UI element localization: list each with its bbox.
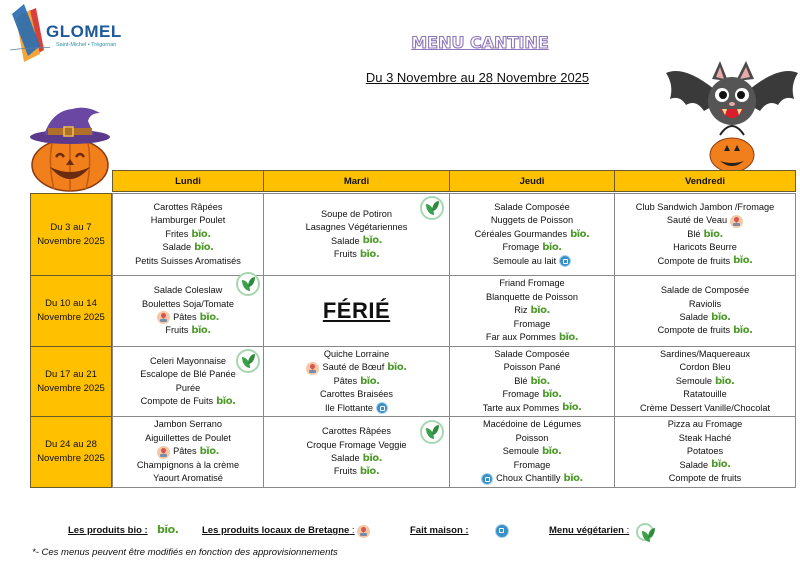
menu-item (494, 201, 570, 214)
menu-item (683, 388, 726, 401)
homemade-icon (376, 402, 388, 414)
bio-icon: bĭo . (564, 474, 583, 484)
menu-item-text: Salade de Composée (660, 285, 750, 296)
menu-item-text: Pâtes (333, 375, 358, 386)
local-product-icon (306, 362, 319, 375)
menu-item (154, 284, 222, 297)
menu-item-text: Salade Coleslaw (153, 285, 223, 296)
menu-item-text: Céréales Gourmandes (474, 228, 568, 239)
bio-icon: bĭo . (363, 454, 382, 464)
bio-icon: bĭo . (200, 313, 219, 323)
menu-item (514, 459, 551, 472)
menu-item (142, 298, 234, 311)
holiday-label: FÉRIÉ (322, 298, 391, 324)
bio-icon: bĭo . (711, 313, 730, 323)
legend-bio-label: Les produits bio : (68, 525, 148, 536)
menu-item (306, 439, 406, 452)
menu-cell-vendredi (614, 416, 796, 488)
menu-cell-vendredi (614, 346, 796, 417)
bio-icon: bĭo . (542, 390, 561, 400)
logo-subtitle: Saint-Michel • Trégornan (56, 42, 117, 48)
menu-item-text: Purée (175, 382, 201, 393)
menu-item-text: Haricots Beurre (673, 242, 737, 253)
menu-item (668, 418, 743, 431)
menu-item (680, 311, 731, 324)
legend-local-colon: : (349, 525, 355, 536)
menu-cell-jeudi (449, 193, 615, 276)
bio-icon: bĭo . (704, 230, 723, 240)
legend-local-label (202, 525, 355, 536)
bio-icon: bĭo . (531, 377, 550, 387)
menu-item-text: Fromage (513, 318, 551, 329)
menu-item-text: Compote de fruits (657, 325, 731, 336)
menu-item-text: Compote de fruits (657, 255, 731, 266)
bio-icon: bĭo . (360, 467, 379, 477)
menu-item (322, 425, 391, 438)
menu-item-text: Blé (514, 375, 528, 386)
menu-item (687, 445, 723, 458)
menu-item (140, 368, 236, 381)
menu-item (331, 452, 382, 465)
homemade-icon (559, 255, 571, 267)
menu-item-text: Yaourt Aromatisé (153, 473, 223, 484)
menu-item-text: Cordon Bleu (679, 362, 731, 373)
menu-item (503, 445, 562, 458)
menu-item (157, 445, 219, 458)
menu-item-text: Sardines/Maquereaux (660, 348, 750, 359)
menu-item (502, 388, 561, 401)
menu-item-text: Ratatouille (683, 389, 727, 400)
legend-veg-colon: : (623, 525, 630, 536)
menu-item-text: Macédoine de Légumes (482, 419, 582, 430)
menu-item (486, 331, 578, 344)
menu-item (667, 214, 743, 227)
bio-icon: bĭo . (570, 230, 589, 240)
menu-item-text: Potatoes (686, 446, 724, 457)
menu-item-text: Steak Haché (678, 432, 732, 443)
menu-item (151, 214, 226, 227)
menu-item (154, 418, 222, 431)
local-product-icon (157, 446, 170, 459)
local-product-icon (730, 215, 743, 228)
menu-item (306, 361, 406, 374)
menu-item-text: Poisson (515, 432, 549, 443)
week-label: Du 17 au 21 Novembre 2025 (30, 346, 112, 417)
logo-name: GLOMEL (46, 22, 122, 41)
menu-cell-lundi (112, 193, 264, 276)
vegetarian-icon (420, 420, 444, 444)
menu-item-text: Raviolis (688, 298, 722, 309)
menu-item (325, 402, 388, 415)
menu-item-text: Fromage (502, 389, 540, 400)
legend-maison-label: Fait maison : (410, 525, 469, 536)
bio-icon: bĭo . (542, 243, 561, 253)
menu-item-text: Pâtes (173, 446, 197, 457)
menu-item-text: Lasagnes Végétariennes (305, 222, 408, 233)
menu-item (165, 228, 210, 241)
menu-item-text: Blé (687, 228, 701, 239)
menu-cell-jeudi (449, 416, 615, 488)
day-header-lundi: Lundi (112, 170, 264, 192)
menu-item-text: Ile Flottante (324, 402, 373, 413)
menu-item (680, 459, 731, 472)
menu-item (321, 208, 392, 221)
menu-item-text: Salade (162, 242, 192, 253)
vegetarian-icon (236, 272, 260, 296)
menu-item-text: Celeri Mayonnaise (149, 355, 227, 366)
legend-veg-label (549, 525, 629, 536)
menu-item (679, 361, 730, 374)
menu-item (499, 277, 564, 290)
menu-item-text: Club Sandwich Jambon /Fromage (635, 201, 775, 212)
week-label: Du 10 au 14 Novembre 2025 (30, 275, 112, 347)
date-range: Du 3 Novembre au 28 Novembre 2025 (365, 70, 590, 85)
local-product-icon (157, 311, 170, 324)
menu-item-text: Salade (331, 235, 360, 246)
menu-item-text: Riz (514, 305, 528, 316)
bio-icon: bĭo . (542, 447, 561, 457)
menu-item-text: Soupe de Potiron (320, 208, 392, 219)
menu-item-text: Sauté de Bœuf (322, 362, 385, 373)
bio-icon: bĭo . (715, 377, 734, 387)
menu-item (658, 324, 753, 337)
menu-item-text: Fromage (502, 242, 540, 253)
menu-item (516, 432, 549, 445)
menu-item-text: Carottes Râpées (322, 426, 391, 437)
menu-item (673, 241, 737, 254)
menu-item (137, 459, 239, 472)
menu-item-text: Semoule au lait (492, 255, 557, 266)
menu-item-text: Compote de Fuits (140, 395, 214, 406)
menu-item (334, 248, 379, 261)
menu-item-text: Tarte aux Pommes (482, 402, 560, 413)
menu-item (163, 241, 214, 254)
footnote: *- Ces menus peuvent être modifiés en fonction des approvisionnements (32, 547, 338, 558)
menu-item-text: Fruits (165, 325, 189, 336)
menu-item-text: Semoule (675, 375, 712, 386)
menu-item (475, 228, 590, 241)
menu-item (514, 304, 550, 317)
bio-icon: bĭo . (360, 377, 379, 387)
bio-icon: bĭo . (711, 460, 730, 470)
menu-item (504, 361, 561, 374)
menu-item (306, 221, 408, 234)
homemade-icon (495, 524, 509, 538)
menu-item (669, 472, 742, 485)
menu-item (334, 375, 380, 388)
menu-cell-mardi (263, 346, 450, 417)
menu-item (331, 235, 382, 248)
menu-item-text: Poisson Pané (503, 362, 561, 373)
menu-item (494, 348, 570, 361)
bio-icon: bĭo . (216, 397, 235, 407)
menu-cell-mardi (263, 275, 450, 347)
menu-item-text: Fruits (333, 466, 357, 477)
menu-item (141, 395, 236, 408)
menu-item-text: Semoule (502, 446, 539, 457)
menu-item (481, 472, 583, 485)
menu-item-text: Pizza au Fromage (667, 419, 743, 430)
menu-item-text: Carottes Braisées (319, 389, 394, 400)
page-title: MENU CANTINE (411, 33, 549, 52)
menu-item (324, 348, 389, 361)
menu-item (157, 311, 219, 324)
menu-cell-jeudi (449, 346, 615, 417)
menu-item-text: Friand Fromage (499, 278, 565, 289)
day-header-mardi: Mardi (263, 170, 450, 192)
vegetarian-icon (420, 196, 444, 220)
menu-cell-vendredi (614, 193, 796, 276)
bio-icon: bĭo . (200, 447, 219, 457)
menu-item-text: Petits Suisses Aromatisés (135, 255, 241, 266)
homemade-icon (481, 473, 493, 485)
menu-item-text: Choux Chantilly (496, 473, 561, 484)
menu-item-text: Champignons à la crème (136, 459, 240, 470)
menu-item (334, 465, 379, 478)
bio-icon: bĭo . (387, 363, 406, 373)
menu-item-text: Frites (165, 228, 189, 239)
menu-item (661, 284, 749, 297)
vegetarian-icon (636, 523, 654, 541)
menu-item-text: Salade (679, 459, 709, 470)
menu-item (135, 255, 241, 268)
bio-icon: bĭo . (360, 250, 379, 260)
menu-cell-jeudi (449, 275, 615, 347)
menu-item-text: Sauté de Veau (666, 215, 728, 226)
menu-item (491, 214, 573, 227)
menu-item (483, 418, 581, 431)
menu-item (483, 402, 582, 415)
menu-item-text: Fruits (333, 248, 357, 259)
menu-item-text: Nuggets de Poisson (490, 215, 574, 226)
bio-icon: bĭo . (191, 230, 210, 240)
menu-item (640, 402, 770, 415)
bio-icon: bĭo . (191, 326, 210, 336)
menu-cell-vendredi (614, 275, 796, 347)
legend-local-text: Les produits locaux de Bretagne (202, 525, 350, 536)
vegetarian-icon (236, 349, 260, 373)
menu-item-text: Fromage (513, 459, 551, 470)
menu-item-text: Aiguillettes de Poulet (145, 432, 231, 443)
menu-item (687, 228, 723, 241)
menu-item-text: Carottes Râpées (153, 201, 223, 212)
bio-icon: bĭo . (733, 256, 752, 266)
halloween-pumpkin-witch-hat-icon (28, 101, 112, 193)
bio-icon: bĭo . (194, 243, 213, 253)
local-product-icon (357, 525, 370, 538)
menu-item (679, 432, 732, 445)
legend-veg-text: Menu végétarien (549, 525, 624, 536)
menu-item (486, 291, 578, 304)
bio-icon: bĭo . (157, 525, 178, 535)
menu-cell-lundi (112, 416, 264, 488)
day-header-jeudi: Jeudi (449, 170, 615, 192)
menu-item-text: Salade (331, 453, 360, 463)
menu-item-text: Salade Composée (494, 201, 570, 212)
bio-icon: bĭo . (562, 403, 581, 413)
menu-item (636, 201, 774, 214)
menu-item-text: Blanquette de Poisson (486, 291, 578, 302)
menu-item-text: Croque Fromage Veggie (306, 439, 407, 450)
day-header-vendredi: Vendredi (614, 170, 796, 192)
menu-item (689, 298, 721, 311)
menu-item-text: Hamburger Poulet (150, 215, 226, 226)
menu-item-text: Salade (679, 312, 709, 322)
menu-item-text: Salade Composée (494, 348, 570, 359)
menu-item-text: Crème Dessert Vanille/Chocolat (639, 402, 771, 413)
menu-item (514, 318, 551, 331)
menu-item-text: Boulettes Soja/Tomate (142, 298, 234, 309)
menu-item (145, 432, 231, 445)
menu-item-text: Compote de fruits (668, 473, 742, 484)
menu-item (676, 375, 735, 388)
menu-item-text: Far aux Pommes (485, 332, 556, 343)
menu-item (660, 348, 750, 361)
menu-item (493, 255, 571, 268)
menu-item-text: Jambon Serrano (154, 419, 222, 430)
menu-item (153, 472, 223, 485)
menu-item-text: Escalope de Blé Panée (140, 369, 236, 380)
week-label: Du 24 au 28 Novembre 2025 (30, 416, 112, 488)
halloween-bat-icon (664, 55, 800, 173)
menu-item (165, 324, 210, 337)
menu-item (154, 201, 223, 214)
menu-item (320, 388, 393, 401)
menu-item (658, 255, 753, 268)
menu-item (502, 241, 561, 254)
week-label: Du 3 au 7 Novembre 2025 (30, 193, 112, 276)
menu-item (150, 355, 226, 368)
bio-icon: bĭo . (363, 236, 382, 246)
menu-item (514, 375, 550, 388)
menu-item-text: Pâtes (173, 312, 197, 322)
bio-icon: bĭo . (733, 326, 752, 336)
bio-icon: bĭo . (559, 333, 578, 343)
bio-icon: bĭo . (531, 306, 550, 316)
menu-item (176, 382, 201, 395)
menu-item-text: Quiche Lorraine (323, 348, 390, 359)
